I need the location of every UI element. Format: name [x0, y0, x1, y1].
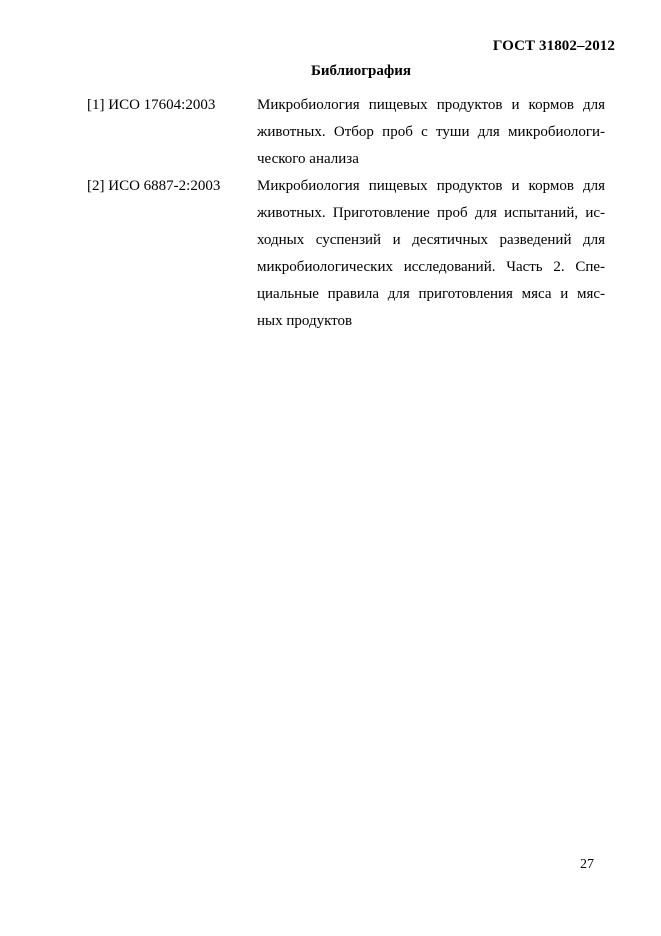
text-line: животных. Приготовление проб для испытаний, ис-	[257, 205, 605, 221]
text-line: ходных суспензий и десятичных разведений для	[257, 232, 605, 248]
page-number: 27	[580, 857, 594, 872]
text-line: Микробиология пищевых продуктов и кормов для	[257, 178, 605, 194]
bibliography-title: Библиография	[310, 63, 412, 79]
bibliography-entry-text	[257, 173, 605, 335]
bibliography-entry-ref: [2] ИСО 6887-2:2003	[87, 178, 221, 194]
bibliography-entry-text	[257, 92, 605, 173]
text-line: животных. Отбор проб с туши для микробиологи-	[257, 124, 605, 140]
text-line: Микробиология пищевых продуктов и кормов для	[257, 97, 605, 113]
standard-code-header: ГОСТ 31802–2012	[492, 38, 615, 54]
text-line: циальные правила для приготовления мяса и мяс-	[257, 286, 605, 302]
text-line: ческого анализа	[257, 151, 359, 167]
text-line: ных продуктов	[257, 313, 353, 329]
text-line: микробиологических исследований. Часть 2. Спе-	[257, 259, 605, 275]
bibliography-entry-ref: [1] ИСО 17604:2003	[87, 97, 216, 113]
